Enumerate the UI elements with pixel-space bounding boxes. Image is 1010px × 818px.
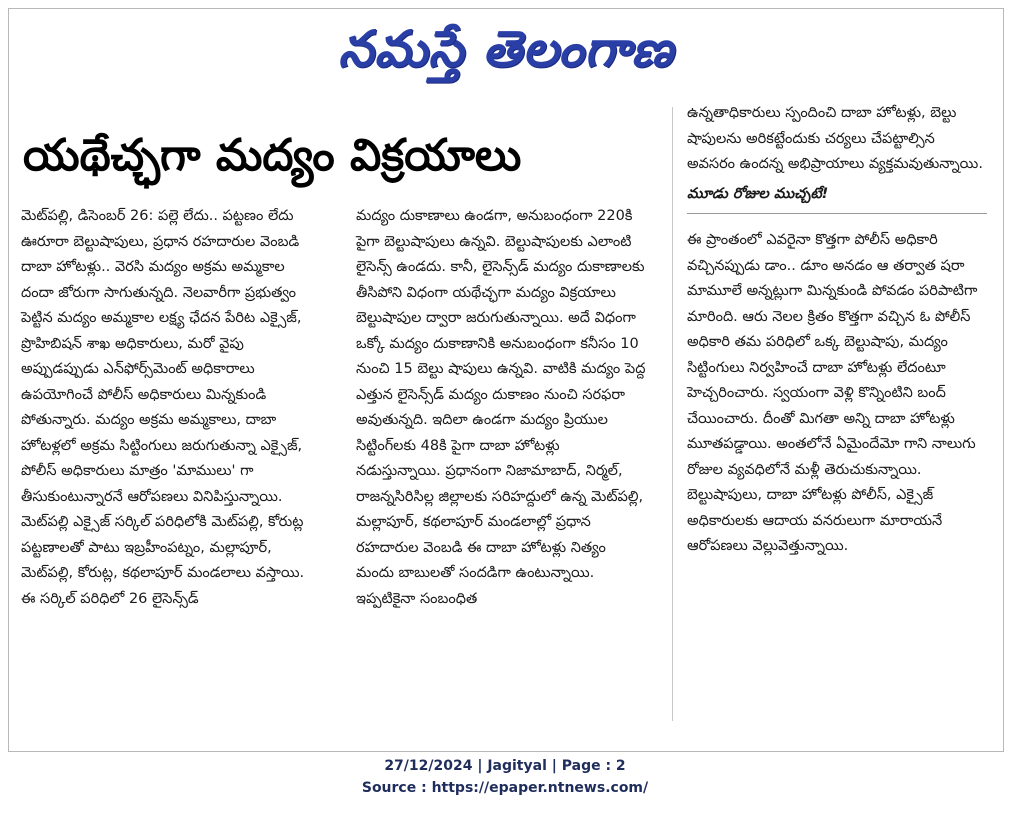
article [9, 101, 1003, 751]
edition-info: 27/12/2024 | Jagityal | Page : 2 [384, 758, 626, 774]
column-1-text: మెట్‌పల్లి, డిసెంబర్ 26: పల్లె లేదు.. పట్టణం లేదు ఊరూరా బెల్టుషాపులు, ప్రధాన రహదారుల వెంబడి దాబా హోటళ్లు.. వెరసి మద్యం అక్రమ అమ్మకాల దందా జోరుగా సాగుతున్నది. నెలవారీగా ప్రభుత్వం పెట్టిన మద్యం అమ్మకాల లక్ష్య ఛేదన పేరిట ఎక్సైజ్, ప్రొహిబిషన్ శాఖ అధికారులు, మరో వైపు అప్పుడప్పుడు ఎన్‌ఫోర్స్‌మెంట్ అధికారాలు ఉపయోగించే పోలీస్ అధికారులు మిన్నకుండి పోతున్నారు. మద్యం అక్రమ అమ్మకాలు, దాబా హోటళ్లలో అక్రమ సిట్టింగులు జరుగుతున్నా ఎక్సైజ్, పోలీస్ అధికారులు మాత్రం 'మాములు' గా తీసుకుంటున్నారనే ఆరోపణలు వినిపిస్తున్నాయి. మెట్‌పల్లి ఎక్సైజ్ సర్కిల్ పరిధిలోకి మెట్‌పల్లి, కోరుట్ల పట్టణాలతో పాటు ఇబ్రహీంపట్నం, మల్లాపూర్, మెట్‌పల్లి, కోరుట్ల, కథలాపూర్ మండలాలు వస్తాయి. ఈ సర్కిల్ పరిధిలో 26 లైసెన్స్‌డ్ [21, 208, 305, 607]
column-3-paragraph-2: ఈ ప్రాంతంలో ఎవరైనా కొత్తగా పోలీస్ అధికారి వచ్చినప్పుడు డాం.. డూం అనడం ఆ తర్వాత షరా మామూలే అన్నట్లుగా మిన్నకుండి పోవడం పరిపాటిగా మారింది. ఆరు నెలల క్రితం కొత్తగా వచ్చిన ఓ పోలీస్ అధికారి తమ పరిధిలో ఒక్క బెల్టుషాపు, మద్యం సిట్టింగులు నిర్వహించే దాబా హోటళ్లు లేదంటూ హెచ్చరించారు. స్వయంగా వెళ్లి కొన్నింటిని బంద్ చేయించారు. దీంతో మిగతా అన్ని దాబా హోటళ్లు మూతపడ్డాయి. అంతలోనే ఏమైందేమో గాని నాలుగు రోజుల వ్యవధిలోనే మళ్లీ తెరుచుకున్నాయి. బెల్టుషాపులు, దాబా హోటళ్లు పోలీస్, ఎక్సైజ్ అధికారులకు ఆదాయ వనరులుగా మారాయనే ఆరోపణలు వెల్లువెత్తున్నాయి. [687, 232, 978, 554]
newspaper-logo: నమస్తే తెలంగాణ [338, 19, 674, 78]
article-column-3 [687, 101, 987, 560]
source-footer [0, 755, 1010, 799]
masthead [9, 9, 1003, 101]
column-divider [672, 107, 673, 721]
newspaper-clipping [8, 8, 1004, 752]
column-2-text: మద్యం దుకాణాలు ఉండగా, అనుబంధంగా 220కి పైగా బెల్టుషాపులు ఉన్నవి. బెల్టుషాపులకు ఎలాంటి లైసెన్స్ ఉండదు. కానీ, లైసెన్స్‌డ్ మద్యం దుకాణాలకు తీసిపోని విధంగా యథేచ్ఛగా మద్యం విక్రయాలు బెల్టుషాపుల ద్వారా జరుగుతున్నాయి. అదే విధంగా ఒక్కో మద్యం దుకాణానికి అనుబంధంగా కనీసం 10 నుంచి 15 బెల్టు షాపులు ఉన్నవి. వాటికి మద్యం పెద్ద ఎత్తున లైసెన్స్‌డ్ మద్యం దుకాణం నుంచి సరఫరా అవుతున్నది. ఇదిలా ఉండగా మద్యం ప్రియుల సిట్టింగ్‌లకు 48కి పైగా దాబా హోటళ్లు నడుస్తున్నాయి. ప్రధానంగా నిజామాబాద్, నిర్మల్, రాజన్నసిరిసిల్ల జిల్లాలకు సరిహద్దులో ఉన్న మెట్‌పల్లి, మల్లాపూర్, కథలాపూర్ మండలాల్లో ప్రధాన రహదారుల వెంబడి ఈ దాబా హోటళ్లు నిత్యం మందు బాబులతో సందడిగా ఉంటున్నాయి. ఇప్పటికైనా సంబంధిత [356, 208, 646, 607]
article-headline: యథేచ్ఛగా మద్యం విక్రయాలు [23, 130, 522, 181]
column-3-subheading: మూడు రోజుల ముచ్చటే! [687, 182, 987, 215]
article-column-2 [356, 204, 646, 612]
article-column-1 [21, 204, 321, 612]
source-link: Source : https://epaper.ntnews.com/ [361, 780, 649, 796]
column-3-paragraph-1: ఉన్నతాధికారులు స్పందించి దాబా హోటళ్లు, బెల్టు షాపులను అరికట్టేందుకు చర్యలు చేపట్టాల్సిన అవసరం ఉందన్న అభిప్రాయాలు వ్యక్తమవుతున్నాయి. [687, 105, 983, 172]
